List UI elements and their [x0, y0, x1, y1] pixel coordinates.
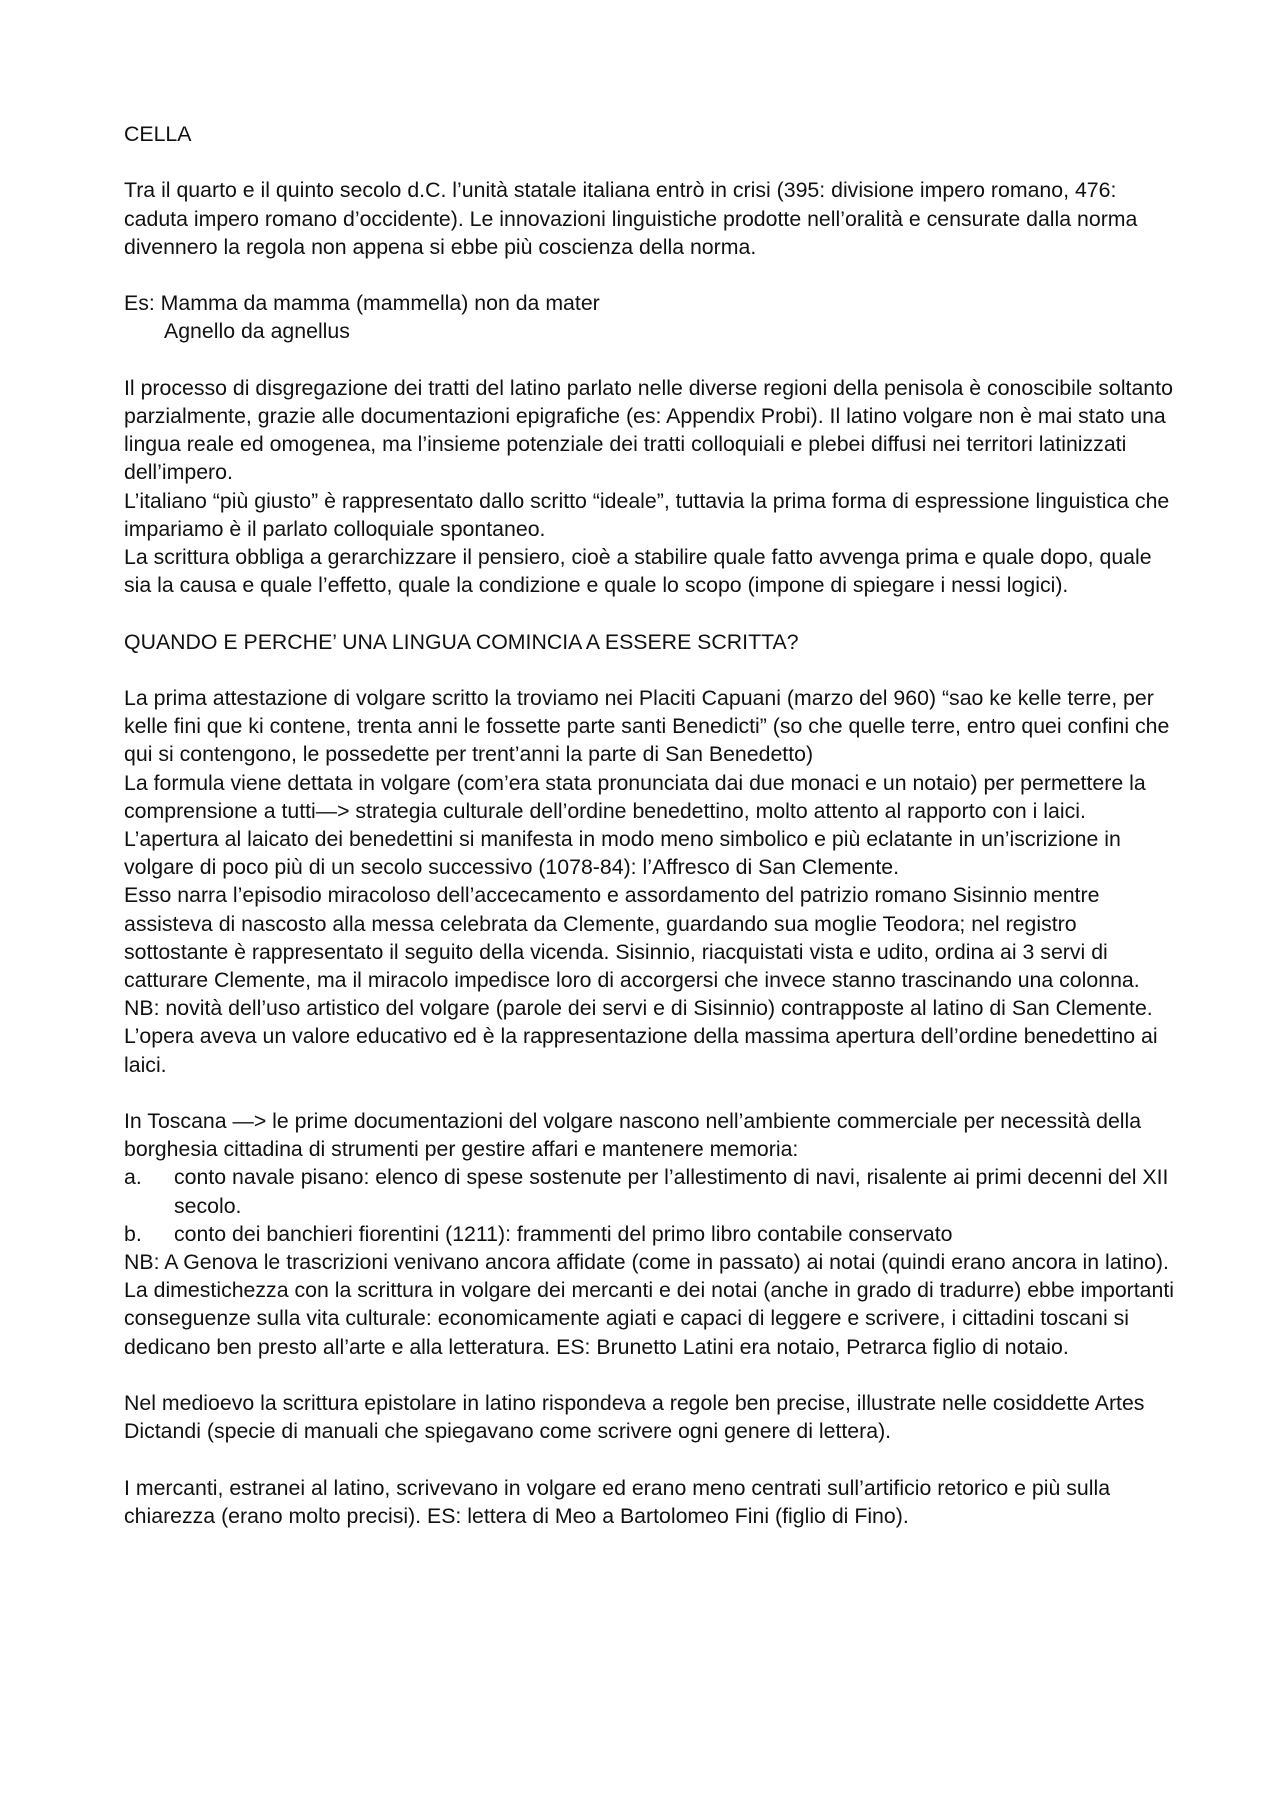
paragraph-dimestichezza: La dimestichezza con la scrittura in volgare dei mercanti e dei notai (anche in grado di tradurre) ebbe importanti conseguenze sulla vita culturale: economicamente agiati e capaci di leggere e scrivere, i cittadini toscani si dedicano ben presto all’arte e alla letteratura. ES: Brunetto Latini era notaio, Petrarca figlio di notaio.	[124, 1278, 1175, 1359]
list-marker: a.	[124, 1165, 142, 1190]
list-item	[124, 1163, 1180, 1219]
document-page	[124, 120, 1180, 1530]
section-heading: QUANDO E PERCHE’ UNA LINGUA COMINCIA A ESSERE SCRITTA?	[124, 629, 799, 654]
list-text: conto navale pisano: elenco di spese sostenute per l’allestimento di navi, risalente ai primi decenni del XII secolo.	[174, 1165, 1169, 1218]
example-line-1: Es: Mamma da mamma (mammella) non da mater	[124, 291, 600, 316]
paragraph-mercanti: I mercanti, estranei al latino, scrivevano in volgare ed erano meno centrati sull’artificio retorico e più sulla chiarezza (erano molto precisi). ES: lettera di Meo a Bartolomeo Fini (figlio di Fino).	[124, 1475, 1111, 1528]
spacer	[124, 656, 1180, 684]
spacer	[124, 1445, 1180, 1473]
paragraph-scrittura: La scrittura obbliga a gerarchizzare il pensiero, cioè a stabilire quale fatto avvenga prima e quale dopo, quale sia la causa e quale l’effetto, quale la condizione e quale lo scopo (impone di spiegare i nessi logici).	[124, 545, 1152, 598]
paragraph-placiti-capuani: La prima attestazione di volgare scritto la troviamo nei Placiti Capuani (marzo del 960) “sao ke kelle terre, per kelle fini que ki contene, trenta anni le fossette parte santi Benedicti” (so che quelle terre, entro quei confini che qui si contengono, le possedette per trent’anni la parte di San Benedetto)	[124, 685, 1170, 767]
list-item	[124, 1220, 1180, 1248]
spacer	[124, 346, 1180, 374]
paragraph-disgregazione: Il processo di disgregazione dei tratti del latino parlato nelle diverse regioni della penisola è conoscibile soltanto parzialmente, grazie alle documentazioni epigrafiche (es: Appendix Probi). Il latino volgare non è mai stato una lingua reale ed omogenea, ma l’insieme potenziale dei tratti colloquiali e plebei diffusi nei territori latinizzati dell’impero.	[124, 375, 1173, 485]
document-title: CELLA	[124, 122, 192, 146]
list-text: conto dei banchieri fiorentini (1211): frammenti del primo libro contabile conservato	[174, 1221, 953, 1246]
paragraph-nb-genova: NB: A Genova le trascrizioni venivano ancora affidate (come in passato) ai notai (quindi erano ancora in latino).	[124, 1250, 1169, 1275]
list-marker: b.	[124, 1221, 142, 1246]
spacer	[124, 599, 1180, 627]
spacer	[124, 148, 1180, 176]
spacer	[124, 1361, 1180, 1389]
paragraph-sisinnio: Esso narra l’episodio miracoloso dell’accecamento e assordamento del patrizio romano Sisinnio mentre assisteva di nascosto alla messa celebrata da Clemente, guardando sua moglie Teodora; nel registro sottostante è rappresentato il seguito della vicenda. Sisinnio, riacquistati vista e udito, ordina ai 3 servi di catturare Clemente, ma il miracolo impedisce loro di accorgersi che invece stanno trascinando una colonna.	[124, 883, 1140, 993]
example-line-2: Agnello da agnellus	[164, 319, 350, 344]
paragraph-italiano-giusto: L’italiano “più giusto” è rappresentato dallo scritto “ideale”, tuttavia la prima forma di espressione linguistica che impariamo è il parlato colloquiale spontaneo.	[124, 488, 1170, 541]
spacer	[124, 261, 1180, 289]
spacer	[124, 1079, 1180, 1107]
paragraph-medioevo: Nel medioevo la scrittura epistolare in latino rispondeva a regole ben precise, illustrate nelle cosiddette Artes Dictandi (specie di manuali che spiegavano come scrivere ogni genere di lettera).	[124, 1391, 1145, 1444]
paragraph-toscana: In Toscana —> le prime documentazioni del volgare nascono nell’ambiente commerciale per necessità della borghesia cittadina di strumenti per gestire affari e mantenere memoria:	[124, 1109, 1142, 1162]
paragraph-intro: Tra il quarto e il quinto secolo d.C. l’unità statale italiana entrò in crisi (395: divisione impero romano, 476: caduta impero romano d’occidente). Le innovazioni linguistiche prodotte nell’oralità e censurate dalla norma divennero la regola non appena si ebbe più coscienza della norma.	[124, 178, 1138, 259]
paragraph-nb-volgare: NB: novità dell’uso artistico del volgare (parole dei servi e di Sisinnio) contrapposte al latino di San Clemente. L’opera aveva un valore educativo ed è la rappresentazione della massima apertura dell’ordine benedettino ai laici.	[124, 996, 1158, 1077]
paragraph-formula: La formula viene dettata in volgare (com’era stata pronunciata dai due monaci e un notaio) per permettere la comprensione a tutti—> strategia culturale dell’ordine benedettino, molto attento al rapporto con i laici. L’apertura al laicato dei benedettini si manifesta in modo meno simbolico e più eclatante in un’iscrizione in volgare di poco più di un secolo successivo (1078-84): l’Affresco di San Clemente.	[124, 770, 1146, 880]
